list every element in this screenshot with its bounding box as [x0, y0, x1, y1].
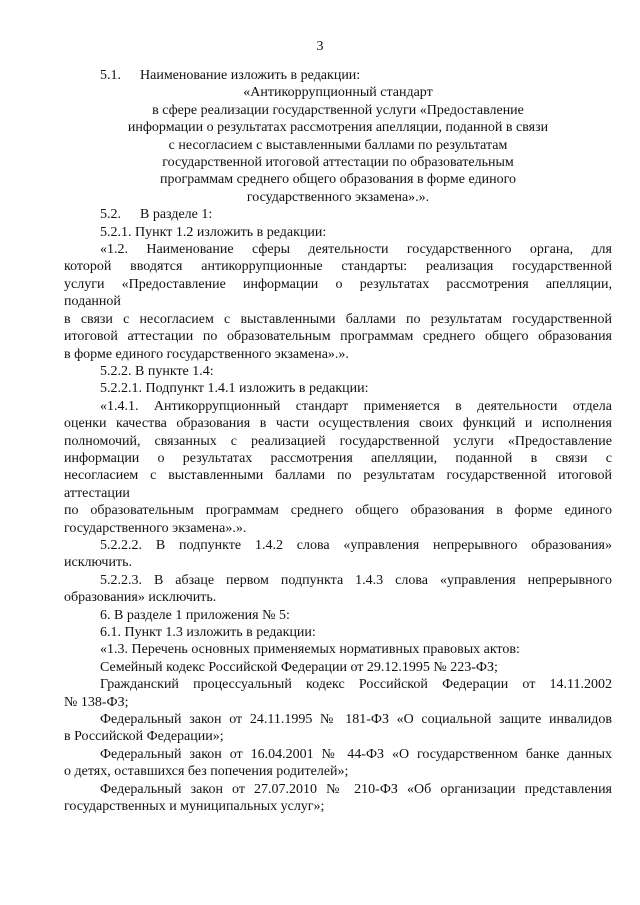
- text-line: исключить.: [64, 555, 132, 571]
- text-line: полномочий, связанных с реализацией государственной услуги «Предоставление: [64, 433, 612, 449]
- title-line: государственного экзамена».».: [246, 189, 430, 205]
- text-line: государственного экзамена».».: [64, 520, 247, 536]
- text-line: образования» исключить.: [64, 590, 217, 606]
- law-181-fz: [64, 711, 612, 746]
- text-line: услуги «Предоставление информации о результатах рассмотрения апелляции,: [64, 276, 612, 292]
- text-line: информации о результатах рассмотрения апелляции, поданной в связи с: [64, 450, 612, 466]
- text-line: итоговой аттестации по образовательным программам среднего общего образования: [64, 329, 612, 345]
- text-line: «1.2. Наименование сферы деятельности государственного органа, для: [100, 242, 612, 258]
- standard-title-block: [64, 84, 612, 206]
- document-body: [64, 67, 612, 815]
- text-line: по образовательным программам среднего общего образования в форме единого: [64, 503, 612, 519]
- title-line: программам среднего общего образования в форме единого: [159, 172, 517, 188]
- paragraph-6: 6. В разделе 1 приложения № 5:: [100, 607, 290, 623]
- text-line: «1.4.1. Антикоррупционный стандарт применяется в деятельности отдела: [100, 398, 612, 414]
- title-line: с несогласием с выставленными баллами по результатам: [168, 137, 508, 153]
- text-line: несогласием с выставленными баллами по результатам государственной итоговой: [64, 468, 612, 484]
- law-civil-procedure-code: [64, 676, 612, 711]
- text-line: 5.2.2.2. В подпункте 1.4.2 слова «управления непрерывного образования»: [100, 537, 612, 553]
- law-family-code: Семейный кодекс Российской Федерации от 29.12.1995 № 223-ФЗ;: [100, 659, 498, 675]
- text-line: в форме единого государственного экзамена».».: [64, 346, 349, 362]
- paragraph-5-2-2-2: [64, 537, 612, 572]
- text-line: государственных и муниципальных услуг»;: [64, 799, 325, 815]
- text-line: Федеральный закон от 24.11.1995 № 181-ФЗ «О социальной защите инвалидов: [100, 712, 612, 728]
- text-line: Федеральный закон от 27.07.2010 № 210-ФЗ «Об организации представления: [100, 781, 612, 797]
- title-line: информации о результатах рассмотрения апелляции, поданной в связи: [127, 120, 549, 136]
- paragraph-6-1: 6.1. Пункт 1.3 изложить в редакции:: [100, 625, 316, 640]
- paragraph-5-2-1: 5.2.1. Пункт 1.2 изложить в редакции:: [100, 224, 327, 240]
- law-210-fz: [64, 781, 612, 816]
- page-number: 3: [316, 39, 324, 54]
- title-line: в сфере реализации государственной услуги «Предоставление: [152, 102, 524, 118]
- title-line: «Антикоррупционный стандарт: [243, 85, 433, 101]
- text-line: № 138-ФЗ;: [64, 694, 129, 710]
- law-44-fz: [64, 746, 612, 781]
- text-line: в связи с несогласием с выставленными баллами по результатам государственной: [64, 311, 612, 327]
- title-line: государственной итоговой аттестации по образовательным: [162, 155, 514, 171]
- text-line: Гражданский процессуальный кодекс Российской Федерации от 14.11.2002: [100, 677, 612, 693]
- section-5-2-heading: 5.2. В разделе 1:: [100, 207, 213, 223]
- text-line: поданной: [64, 294, 121, 310]
- text-line: 5.2.2.3. В абзаце первом подпункта 1.4.3 слова «управления непрерывного: [100, 572, 612, 588]
- paragraph-5-2-2-3: [64, 572, 612, 607]
- text-line: в Российской Федерации»;: [64, 729, 224, 745]
- paragraph-5-2-2: 5.2.2. В пункте 1.4:: [100, 363, 214, 379]
- text-line: которой вводятся антикоррупционные стандарты: реализация государственной: [64, 259, 612, 275]
- text-line: о детях, оставшихся без попечения родителей»;: [64, 764, 349, 780]
- quote-1-3: «1.3. Перечень основных применяемых нормативных правовых актов:: [100, 642, 520, 658]
- section-5-1-heading: 5.1. Наименование изложить в редакции:: [100, 68, 361, 83]
- paragraph-5-2-2-1: 5.2.2.1. Подпункт 1.4.1 изложить в редакции:: [100, 381, 369, 397]
- text-line: Федеральный закон от 16.04.2001 № 44-ФЗ «О государственном банке данных: [100, 746, 612, 762]
- text-line: оценки качества образования в части осуществления своих функций и исполнения: [64, 416, 612, 432]
- quote-1-2: [64, 241, 612, 363]
- quote-1-4-1: [64, 398, 612, 537]
- text-line: аттестации: [64, 485, 130, 501]
